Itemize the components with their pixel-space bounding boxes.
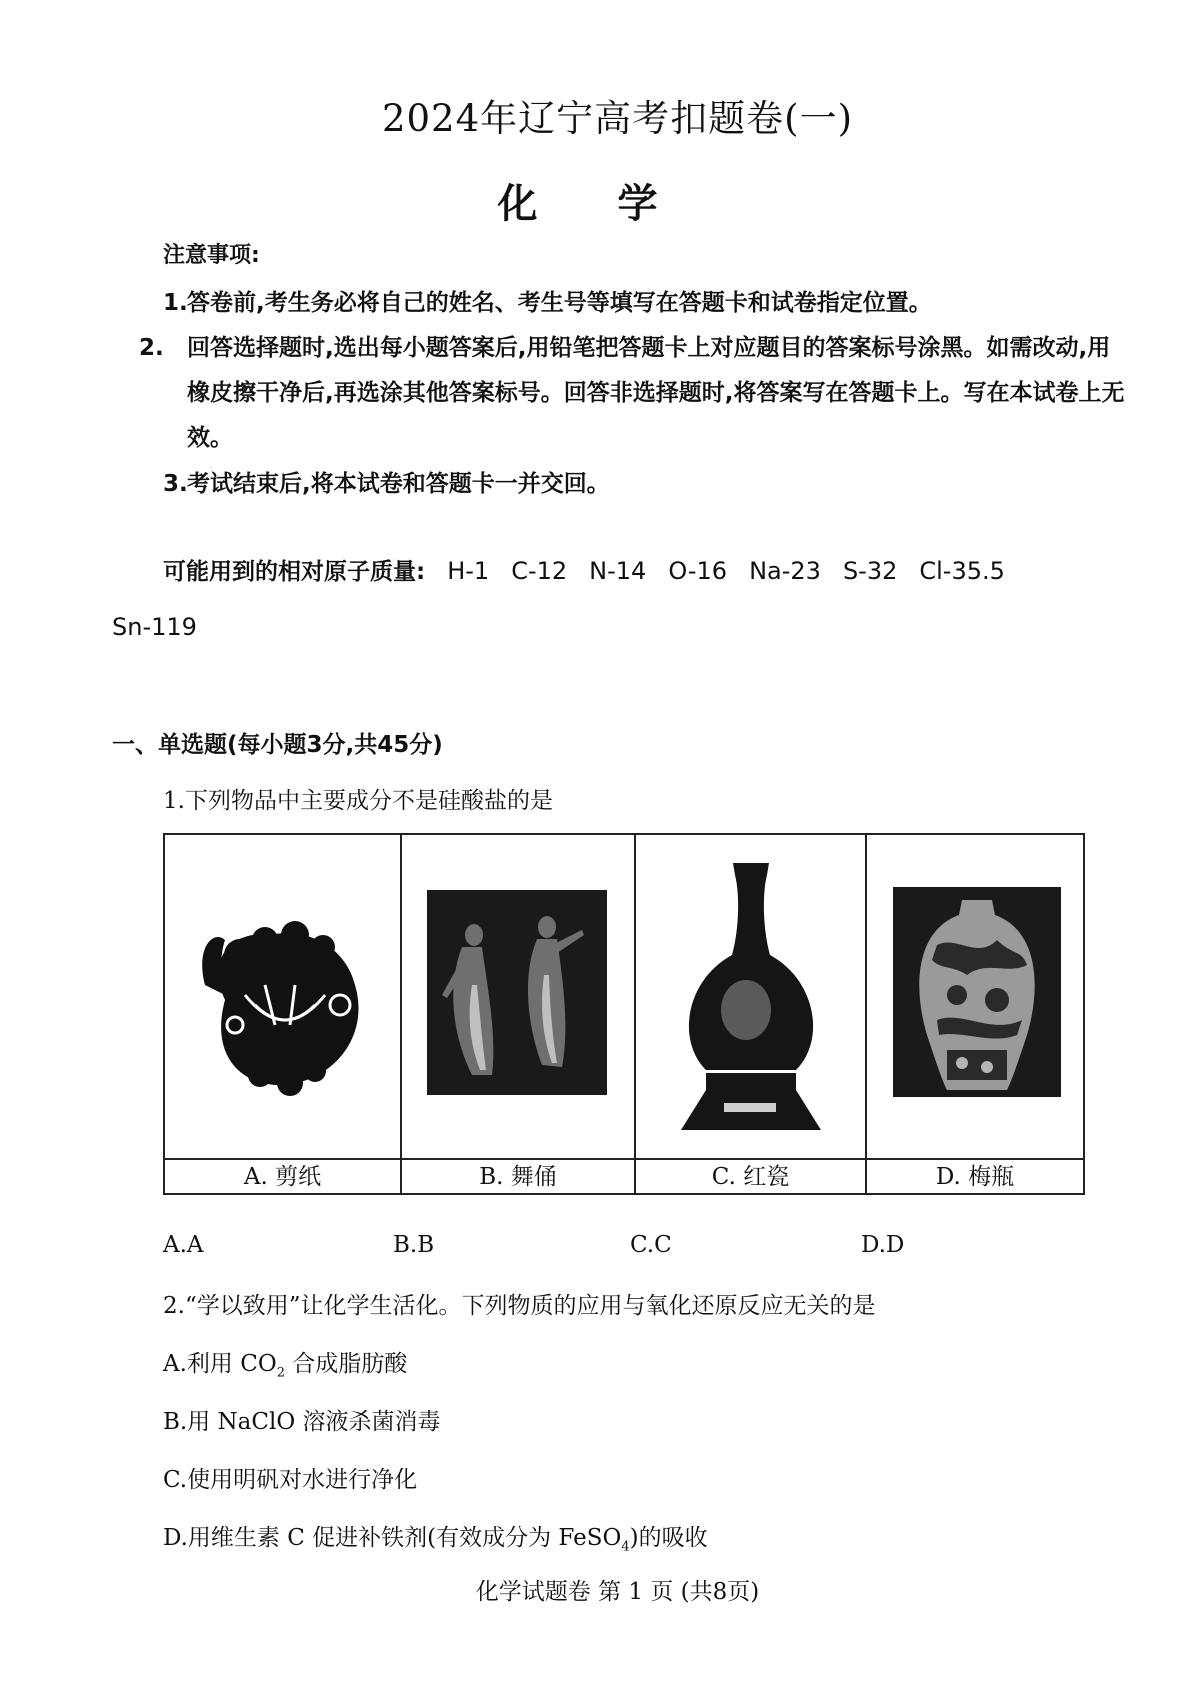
image-cell-a <box>165 835 402 1158</box>
element-mass: O-16 <box>668 557 728 585</box>
element-mass: H-1 <box>447 557 490 585</box>
atomic-mass-line <box>163 553 1005 586</box>
question-2-stem: 2.“学以致用”让化学生活化。下列物质的应用与氧化还原反应无关的是 <box>163 1293 876 1319</box>
q2-option-b: B.用 NaClO 溶液杀菌消毒 <box>163 1409 441 1435</box>
q2-option-a: A.利用 $CO_2$ 合成脂肪酸 <box>163 1351 408 1381</box>
red-porcelain-vase-image <box>636 835 865 1156</box>
atomic-mass-label: 可能用到的相对原子质量: <box>163 559 426 585</box>
element-mass: C-12 <box>511 557 568 585</box>
section-heading: 一、单选题(每小题3分,共45分) <box>112 732 443 758</box>
q2-option-c: C.使用明矾对水进行净化 <box>163 1467 418 1493</box>
dancing-figurines-image <box>402 835 634 1156</box>
meiping-vase-image <box>867 835 1081 1156</box>
q1-option-d: D.D <box>861 1232 905 1258</box>
notice-item-3: 3.考试结束后,将本试卷和答题卡一并交回。 <box>163 471 610 497</box>
caption-c: C. 红瓷 <box>636 1158 867 1195</box>
q1-option-c: C.C <box>630 1232 672 1258</box>
notice-heading: 注意事项: <box>163 243 260 268</box>
q1-option-a: A.A <box>163 1232 204 1258</box>
page-footer: 化学试题卷 第 1 页 (共8页) <box>475 1579 760 1605</box>
caption-d: D. 梅瓶 <box>867 1158 1083 1195</box>
exam-title: 2024年辽宁高考扣题卷(一) <box>381 97 854 140</box>
element-mass: Sn-119 <box>112 613 197 641</box>
image-cell-b <box>402 835 636 1158</box>
element-mass: N-14 <box>589 557 647 585</box>
q2-option-d: D.用维生素 C 促进补铁剂(有效成分为 FeSO$_4$)的吸收 <box>163 1525 708 1555</box>
question-1-image-table <box>163 833 1085 1195</box>
image-cell-c <box>636 835 867 1158</box>
element-mass: Na-23 <box>749 557 821 585</box>
q1-option-b: B.B <box>393 1232 435 1258</box>
caption-a: A. 剪纸 <box>165 1158 402 1195</box>
question-1-stem: 1.下列物品中主要成分不是硅酸盐的是 <box>163 788 553 814</box>
element-mass: Cl-35.5 <box>919 557 1005 585</box>
notice-item-2: 2. 回答选择题时,选出每小题答案后,用铅笔把答题卡上对应题目的答案标号涂黑。如需改动,用橡皮擦干净后,再选涂其他答案标号。回答非选择题时,将答案写在答题卡上。写在本试卷上无效。 <box>139 335 1125 451</box>
image-cell-d <box>867 835 1083 1158</box>
subject-title: 化学 <box>497 181 738 227</box>
caption-b: B. 舞俑 <box>402 1158 636 1195</box>
element-mass: S-32 <box>842 557 898 585</box>
paper-cutting-image <box>165 835 400 1156</box>
notice-item-1: 1.答卷前,考生务必将自己的姓名、考生号等填写在答题卡和试卷指定位置。 <box>163 290 932 316</box>
